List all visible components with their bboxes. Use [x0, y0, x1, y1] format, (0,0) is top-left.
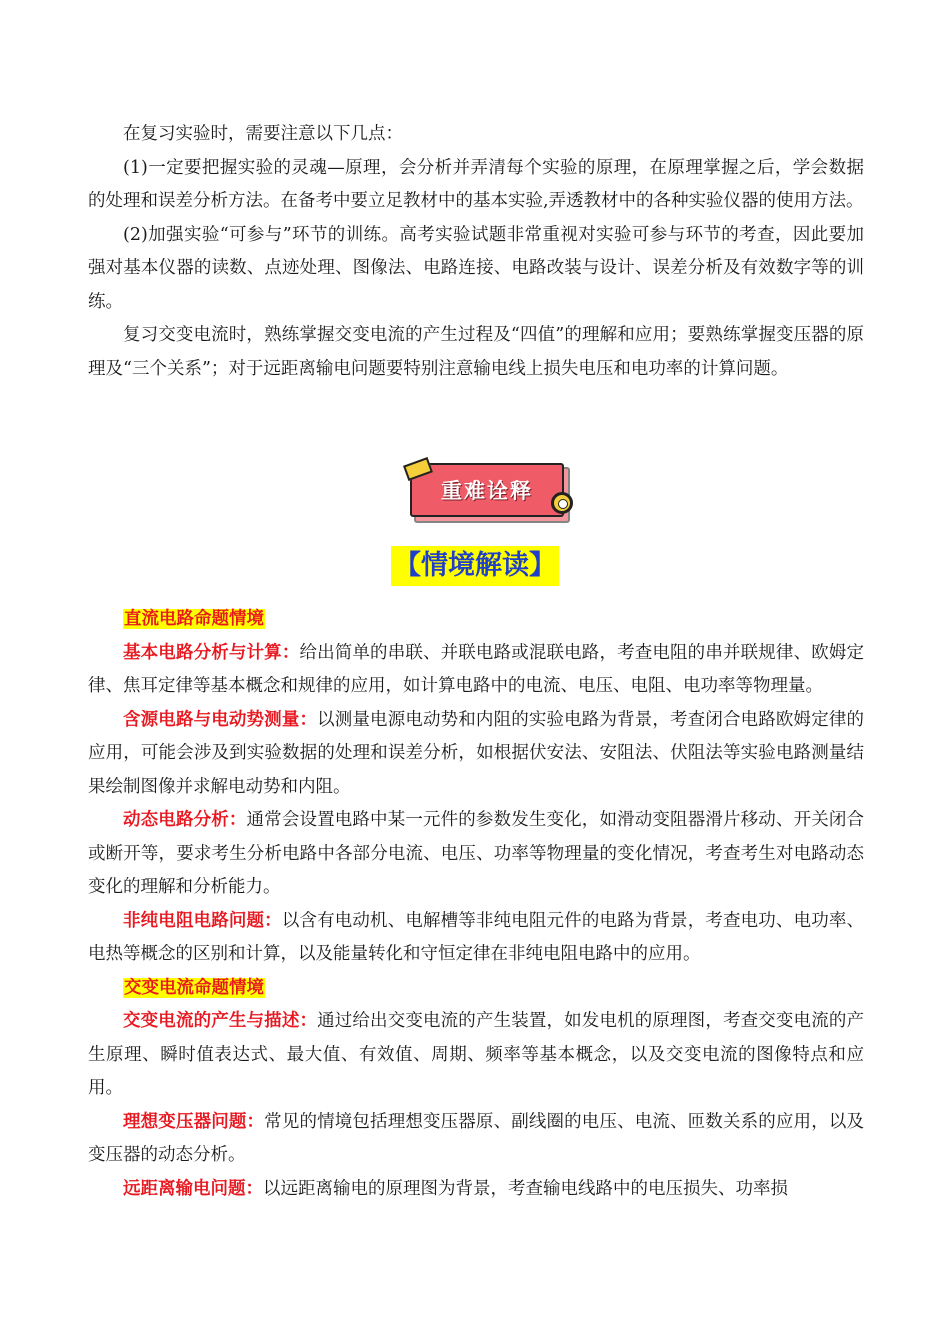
intro-paragraph-3: (2)加强实验“可参与”环节的训练。高考实验试题非常重视对实验可参与环节的考查，因此要加强对基本仪器的读数、点迹处理、图像法、电路连接、电路改装与设计、误差分析及有效数字等的训练。 — [88, 224, 864, 312]
intro-paragraph-2: (1)一定要把握实验的灵魂—原理，会分析并弄清每个实验的原理，在原理掌握之后，学会数据的处理和误差分析方法。在备考中要立足教材中的基本实验,弄透教材中的各种实验仪器的使用方法。 — [88, 157, 864, 211]
section-title-text: 【情境解读】 — [391, 546, 559, 586]
ac-heading: 交变电流命题情境 — [124, 977, 264, 998]
ac-item — [88, 1106, 864, 1173]
ac-item-text: 以远距离输电的原理图为背景，考查输电线路中的电压损失、功率损 — [263, 1178, 788, 1199]
dc-item-term: 动态电路分析： — [123, 810, 247, 830]
badge-ring-decoration — [551, 492, 573, 514]
ac-item — [88, 1173, 864, 1207]
intro-paragraph-1: 在复习实验时，需要注意以下几点： — [123, 124, 403, 144]
section-title — [0, 546, 950, 586]
ac-item — [88, 1005, 864, 1106]
dc-item — [88, 905, 864, 972]
dc-item — [88, 637, 864, 704]
dc-item-term: 基本电路分析与计算： — [123, 642, 300, 663]
dc-item-term: 非纯电阻电路问题： — [123, 910, 282, 931]
dc-item-text: 通常会设置电路中某一元件的参数发生变化，如滑动变阻器滑片移动、开关闭合或断开等，要求考生分析电路中各部分电流、电压、功率等物理量的变化情况，考查考生对电路动态变化的理解和分析能力。 — [88, 810, 865, 897]
dc-item-text: 给出简单的串联、并联电路或混联电路，考查电阻的串并联规律、欧姆定律、焦耳定律等基本概念和规律的应用，如计算电路中的电流、电压、电阻、电功率等物理量。 — [88, 642, 865, 696]
key-points-badge — [408, 461, 578, 525]
dc-item-term: 含源电路与电动势测量： — [123, 709, 318, 730]
ac-heading-line — [88, 972, 864, 1006]
ac-item-term: 理想变压器问题： — [123, 1111, 265, 1132]
dc-item-text: 以测量电源电动势和内阻的实验电路为背景，考查闭合电路欧姆定律的应用，可能会涉及到实验数据的处理和误差分析，如根据伏安法、安阻法、伏阻法等实验电路测量结果绘制图像并求解电动势和内阻。 — [88, 709, 864, 797]
ac-item-text: 通过给出交变电流的产生装置，如发电机的原理图，考查交变电流的产生原理、瞬时值表达式、最大值、有效值、周期、频率等基本概念，以及交变电流的图像特点和应用。 — [88, 1011, 864, 1098]
ac-item-term: 远距离输电问题： — [123, 1178, 263, 1199]
ac-item-text: 常见的情境包括理想变压器原、副线圈的电压、电流、匝数关系的应用，以及变压器的动态分析。 — [88, 1111, 864, 1165]
intro-paragraph-4: 复习交变电流时，熟练掌握交变电流的产生过程及“四值”的理解和应用；要熟练掌握变压器的原理及“三个关系”；对于远距离输电问题要特别注意输电线上损失电压和电功率的计算问题。 — [88, 325, 864, 379]
scenario-section — [88, 603, 864, 1206]
intro-section — [88, 118, 864, 386]
dc-item-text: 以含有电动机、电解槽等非纯电阻元件的电路为背景，考查电功、电功率、电热等概念的区别和计算，以及能量转化和守恒定律在非纯电阻电路中的应用。 — [88, 910, 865, 964]
dc-item — [88, 804, 864, 905]
badge-label: 重难诠释 — [441, 479, 533, 503]
badge-face — [410, 463, 564, 517]
dc-item — [88, 704, 864, 805]
dc-heading-line — [88, 603, 864, 637]
dc-heading: 直流电路命题情境 — [124, 609, 264, 629]
ac-item-term: 交变电流的产生与描述： — [123, 1011, 318, 1031]
